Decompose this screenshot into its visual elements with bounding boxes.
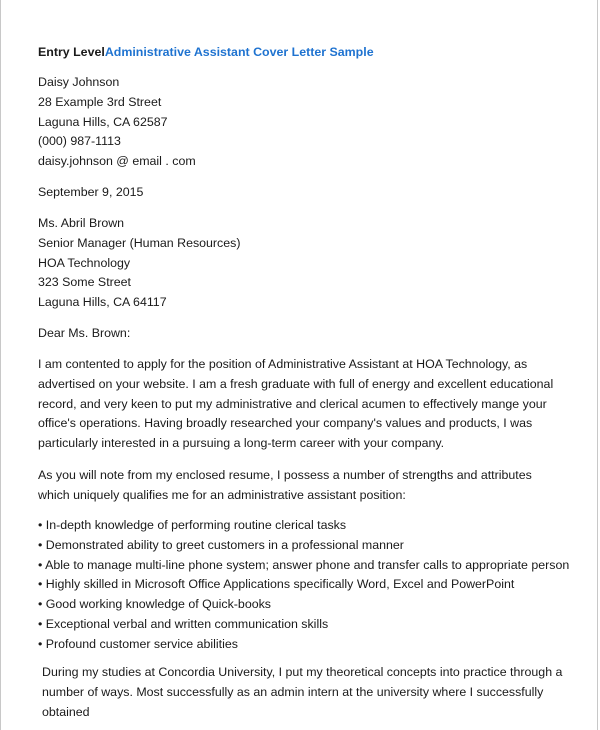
salutation-text: Dear Ms. Brown:	[38, 326, 131, 340]
sender-name: Daisy Johnson	[38, 75, 120, 89]
body-paragraph-2	[38, 466, 538, 506]
recipient-street: 323 Some Street	[38, 275, 131, 290]
recipient-city: Laguna Hills, CA 64117	[38, 295, 167, 310]
title-link[interactable]: Administrative Assistant Cover Letter Sample	[104, 45, 374, 59]
document-title	[38, 43, 374, 61]
recipient-name: Ms. Abril Brown	[38, 216, 125, 230]
qualifications-list	[38, 516, 568, 655]
paragraph-1-text: I am contented to apply for the position of Administrative Assistant at HOA Technology, as advertised on your website. I am a fresh graduate with full of energy and excellent educational record, and very keen to put my administrative and clerical acumen to effectively mange your office's operations. Having broadly researched your company's values and products, I was particularly interested in a pursuing a long-term career with your company.	[38, 357, 554, 451]
recipient-title: Senior Manager (Human Resources)	[38, 235, 241, 250]
list-item: • In-depth knowledge of performing routine clerical tasks	[38, 518, 347, 532]
sender-email: daisy.johnson @ email . com	[38, 154, 196, 169]
list-item: • Able to manage multi-line phone system; answer phone and transfer calls to appropriate person	[38, 557, 570, 572]
salutation	[38, 324, 568, 344]
sender-phone: (000) 987-1113	[38, 134, 121, 149]
list-item: • Demonstrated ability to greet customers in a professional manner	[38, 537, 404, 552]
paragraph-3-text: During my studies at Concordia University, I put my theoretical concepts into practice through a number of ways. Most successfully as an admin intern at the university where I successfully obtained	[42, 665, 563, 719]
sender-city: Laguna Hills, CA 62587	[38, 114, 168, 129]
recipient-address	[38, 214, 568, 313]
body-paragraph-3	[42, 663, 567, 722]
list-item: • Good working knowledge of Quick-books	[38, 597, 271, 612]
paragraph-2-text: As you will note from my enclosed resume, I possess a number of strengths and attributes which uniquely qualifies me for an administrative assistant position:	[38, 468, 532, 502]
letter-date	[38, 183, 568, 203]
list-item: • Highly skilled in Microsoft Office Applications specifically Word, Excel and PowerPoint	[38, 577, 515, 592]
list-item: • Profound customer service abilities	[38, 636, 238, 651]
recipient-company: HOA Technology	[38, 255, 131, 270]
date-text: September 9, 2015	[38, 185, 144, 199]
sender-street: 28 Example 3rd Street	[38, 94, 162, 109]
title-lead: Entry Level	[38, 45, 105, 59]
sender-address	[38, 73, 568, 172]
list-item: • Exceptional verbal and written communication skills	[38, 616, 329, 631]
body-paragraph-1	[38, 355, 558, 454]
